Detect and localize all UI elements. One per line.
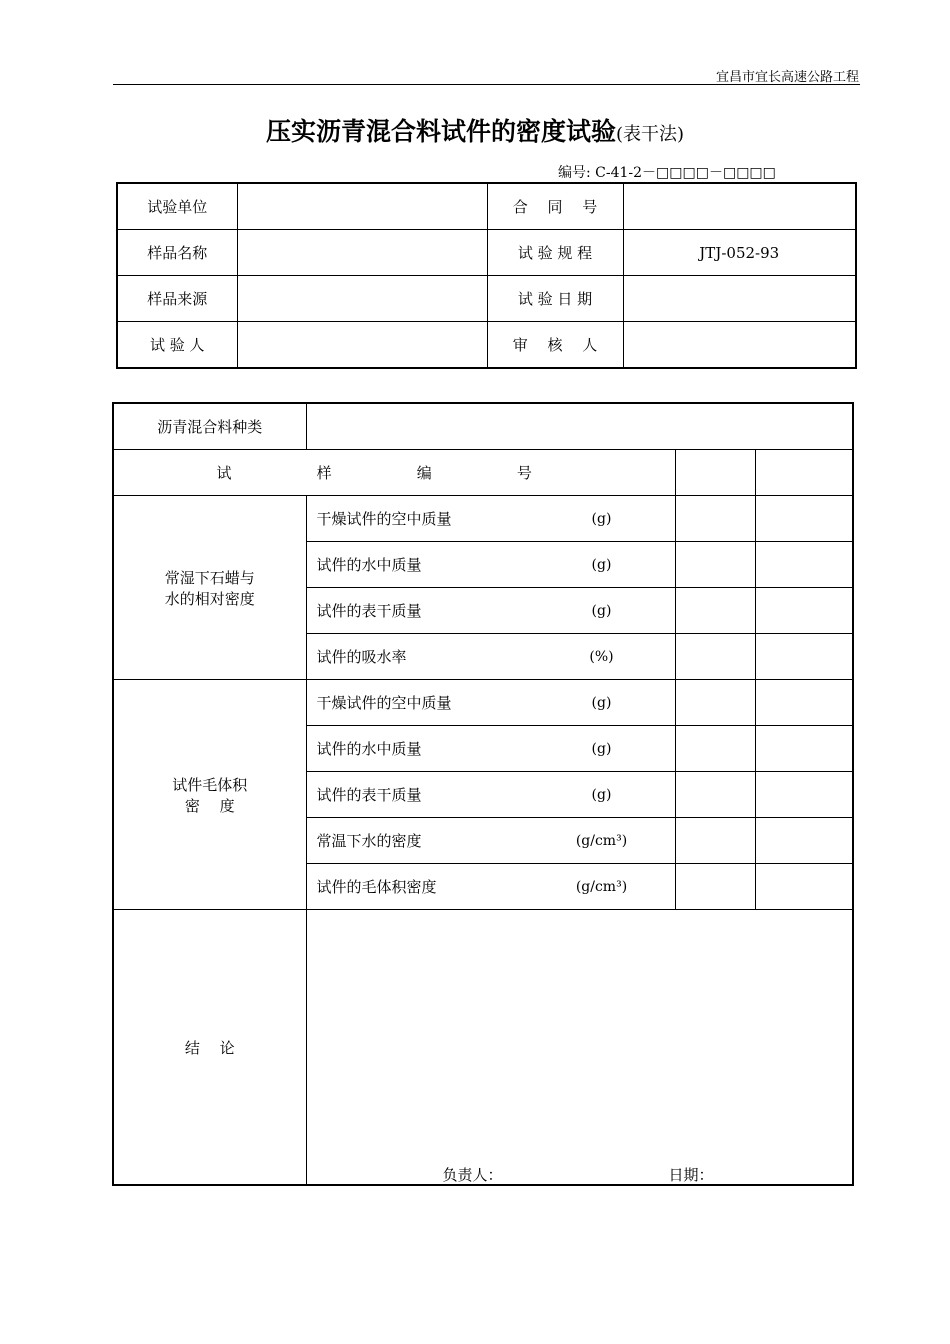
value-cell[interactable]	[675, 818, 755, 864]
value-cell[interactable]	[755, 634, 853, 680]
mix-type-value[interactable]	[306, 403, 853, 450]
title-main: 压实沥青混合料试件的密度试验	[265, 117, 616, 146]
info-value-procedure[interactable]: JTJ-052-93	[623, 230, 856, 276]
value-cell[interactable]	[675, 496, 755, 542]
value-cell[interactable]	[675, 588, 755, 634]
sample-no-char: 号	[516, 464, 532, 482]
info-label-reviewer: 审 核 人	[487, 322, 623, 369]
row-unit: (g/cm³)	[575, 832, 628, 849]
info-value-reviewer[interactable]	[623, 322, 856, 369]
value-cell[interactable]	[755, 726, 853, 772]
info-row-unit	[117, 183, 856, 230]
info-value-date[interactable]	[623, 276, 856, 322]
row-label: 常温下水的密度	[316, 832, 422, 850]
row-label: 试件的水中质量	[316, 740, 422, 758]
info-value-contract[interactable]	[623, 183, 856, 230]
header-divider	[113, 84, 860, 85]
info-table	[116, 182, 857, 369]
info-label-unit: 试验单位	[117, 183, 237, 230]
value-cell[interactable]	[755, 772, 853, 818]
group1-label-line2: 水的相对密度	[164, 589, 255, 608]
row-label: 干燥试件的空中质量	[316, 510, 452, 528]
info-row-tester	[117, 322, 856, 369]
value-cell[interactable]	[675, 726, 755, 772]
sample-1-number[interactable]	[675, 450, 755, 496]
sample-number-header	[113, 450, 675, 496]
row-unit: (%)	[589, 648, 614, 665]
row-unit: (g)	[591, 602, 612, 619]
info-label-date: 试 验 日 期	[487, 276, 623, 322]
sample-no-char: 样	[316, 464, 332, 482]
value-cell[interactable]	[755, 818, 853, 864]
conclusion-area[interactable]	[306, 910, 853, 1186]
row-label: 试件的表干质量	[316, 786, 422, 804]
row-label: 试件的表干质量	[316, 602, 422, 620]
info-label-procedure: 试 验 规 程	[487, 230, 623, 276]
test-table	[112, 402, 854, 1186]
info-label-source: 样品来源	[117, 276, 237, 322]
row-unit: (g/cm³)	[575, 878, 628, 895]
row-label: 试件的毛体积密度	[316, 878, 437, 896]
date-label: 日期：	[668, 1166, 714, 1184]
responsible-label: 负责人：	[442, 1166, 503, 1184]
header-org: 宜昌市宜长高速公路工程	[715, 70, 859, 85]
value-cell[interactable]	[755, 588, 853, 634]
conclusion-row	[113, 910, 853, 1186]
sample-no-char: 试	[216, 464, 232, 482]
page-title	[0, 112, 950, 148]
info-label-contract: 合 同 号	[487, 183, 623, 230]
value-cell[interactable]	[755, 542, 853, 588]
info-value-sample-name[interactable]	[237, 230, 487, 276]
info-row-source	[117, 276, 856, 322]
row-unit: (g)	[591, 510, 612, 527]
group1-label-line1: 常湿下石蜡与	[164, 568, 255, 587]
mix-type-row	[113, 403, 853, 450]
value-cell[interactable]	[675, 680, 755, 726]
group1-label	[113, 496, 306, 680]
group2-label-line1: 试件毛体积	[172, 775, 248, 794]
group2-label-line2: 密 度	[184, 796, 235, 815]
row-label: 试件的吸水率	[316, 648, 407, 666]
info-label-sample-name: 样品名称	[117, 230, 237, 276]
info-value-unit[interactable]	[237, 183, 487, 230]
table-row	[113, 680, 853, 726]
conclusion-label: 结 论	[113, 910, 306, 1186]
row-unit: (g)	[591, 556, 612, 573]
sample-no-char: 编	[416, 464, 432, 482]
value-cell[interactable]	[675, 634, 755, 680]
row-label: 干燥试件的空中质量	[316, 694, 452, 712]
value-cell[interactable]	[755, 496, 853, 542]
row-unit: (g)	[591, 786, 612, 803]
value-cell[interactable]	[755, 864, 853, 910]
sample-number-row	[113, 450, 853, 496]
row-unit: (g)	[591, 740, 612, 757]
group2-label	[113, 680, 306, 910]
value-cell[interactable]	[675, 542, 755, 588]
title-sub: (表干法)	[615, 124, 685, 145]
info-label-tester: 试 验 人	[117, 322, 237, 369]
info-value-source[interactable]	[237, 276, 487, 322]
mix-type-label: 沥青混合料种类	[113, 403, 306, 450]
form-code: 编号: C-41-2－□□□□－□□□□	[558, 165, 776, 181]
row-unit: (g)	[591, 694, 612, 711]
value-cell[interactable]	[675, 864, 755, 910]
value-cell[interactable]	[675, 772, 755, 818]
sample-2-number[interactable]	[755, 450, 853, 496]
row-label: 试件的水中质量	[316, 556, 422, 574]
info-row-sample	[117, 230, 856, 276]
value-cell[interactable]	[755, 680, 853, 726]
table-row	[113, 496, 853, 542]
info-value-tester[interactable]	[237, 322, 487, 369]
